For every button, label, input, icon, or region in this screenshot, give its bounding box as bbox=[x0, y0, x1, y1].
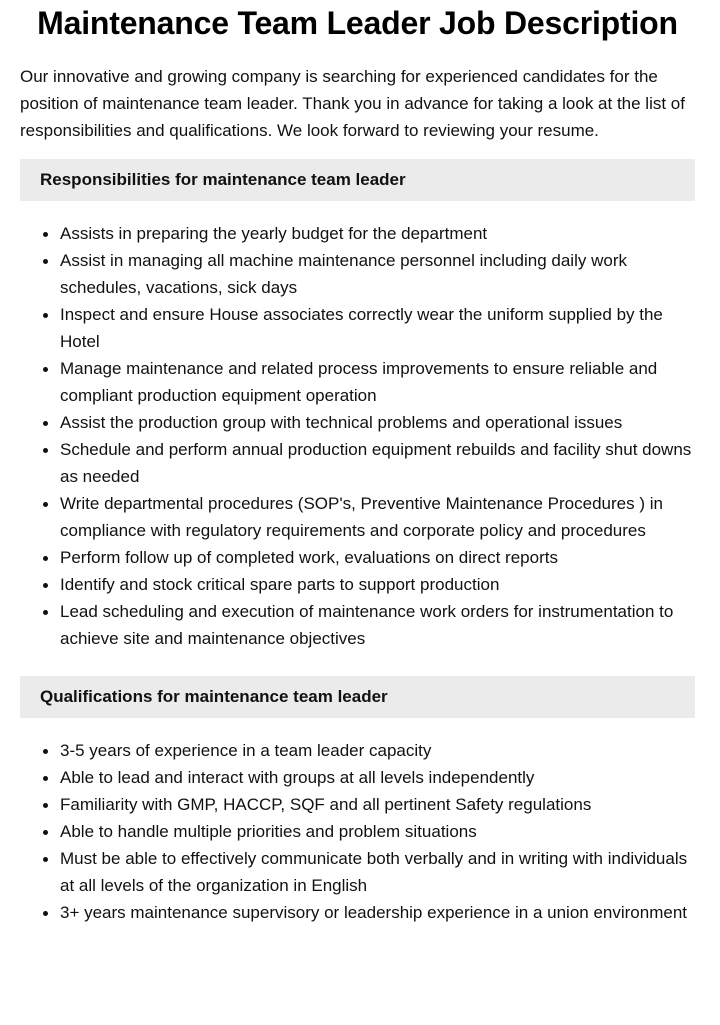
qualifications-heading: Qualifications for maintenance team leader bbox=[20, 676, 695, 718]
list-item: Inspect and ensure House associates correctly wear the uniform supplied by the Hotel bbox=[60, 301, 695, 355]
list-item: Write departmental procedures (SOP's, Preventive Maintenance Procedures ) in compliance with regulatory requirements and corporate policy and procedures bbox=[60, 490, 695, 544]
page-title: Maintenance Team Leader Job Description bbox=[37, 5, 678, 41]
list-item: Assist the production group with technical problems and operational issues bbox=[60, 409, 695, 436]
list-item: Assist in managing all machine maintenance personnel including daily work schedules, vacations, sick days bbox=[60, 247, 695, 301]
list-item: Schedule and perform annual production equipment rebuilds and facility shut downs as needed bbox=[60, 436, 695, 490]
intro-paragraph: Our innovative and growing company is searching for experienced candidates for the position of maintenance team leader. Thank you in advance for taking a look at the list of responsibilities and qualifications. We look forward to reviewing your resume. bbox=[20, 67, 685, 140]
list-item: Able to lead and interact with groups at all levels independently bbox=[60, 764, 695, 791]
list-item: Must be able to effectively communicate both verbally and in writing with individuals at all levels of the organization in English bbox=[60, 845, 695, 899]
list-item: Perform follow up of completed work, evaluations on direct reports bbox=[60, 544, 695, 571]
list-item: Identify and stock critical spare parts to support production bbox=[60, 571, 695, 598]
list-item: Manage maintenance and related process improvements to ensure reliable and compliant production equipment operation bbox=[60, 355, 695, 409]
list-item: Able to handle multiple priorities and problem situations bbox=[60, 818, 695, 845]
list-item: 3-5 years of experience in a team leader capacity bbox=[60, 737, 695, 764]
list-item: Assists in preparing the yearly budget for the department bbox=[60, 220, 695, 247]
responsibilities-list bbox=[20, 220, 695, 652]
qualifications-list bbox=[20, 737, 695, 926]
list-item: Lead scheduling and execution of maintenance work orders for instrumentation to achieve site and maintenance objectives bbox=[60, 598, 695, 652]
list-item: 3+ years maintenance supervisory or leadership experience in a union environment bbox=[60, 899, 695, 926]
responsibilities-heading: Responsibilities for maintenance team leader bbox=[20, 159, 695, 201]
list-item: Familiarity with GMP, HACCP, SQF and all pertinent Safety regulations bbox=[60, 791, 695, 818]
